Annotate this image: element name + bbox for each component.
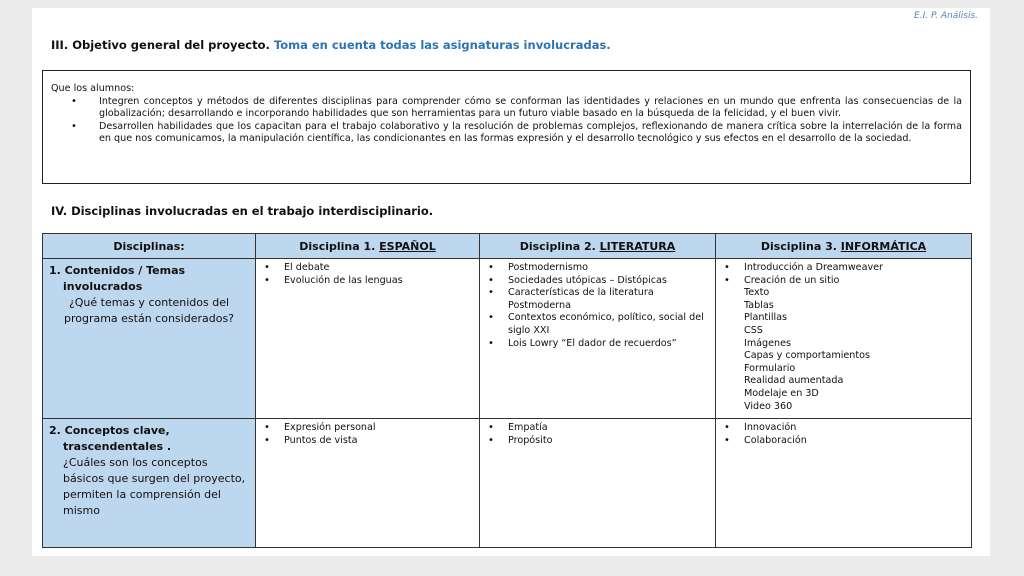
disciplines-heading: IV. Disciplinas involucradas en el trabajo interdisciplinario. [51,204,434,218]
table-header-row [43,234,972,259]
list-item: Texto [744,287,770,299]
list-item: • Contextos económico, político, social del siglo XXI [484,312,711,337]
list-item: • Expresión personal [260,422,475,435]
list-item: • Colaboración [720,435,967,448]
list-item: • Empatía [484,422,711,435]
objective-list [51,96,962,146]
header-espanol: Disciplina 1. ESPAÑOL [256,234,480,259]
header-code: E.I. P. Análisis. [914,11,978,21]
row1-question: ¿Qué temas y contenidos del programa están considerados? [63,296,235,325]
row2-title: 2. Conceptos clave, [49,424,170,437]
list-item: Realidad aumentada [744,375,844,387]
list-item: CSS [744,324,763,336]
objective-instruction: Toma en cuenta todas las asignaturas involucradas. [273,38,611,52]
header-informatica: Disciplina 3. INFORMÁTICA [716,234,972,259]
list-item: Video 360 [744,400,793,412]
list-item: • Innovación [720,422,967,435]
objective-title: III. Objetivo general del proyecto. [51,38,270,52]
list-item: • Puntos de vista [260,435,475,448]
list-item: • Postmodernismo [484,262,711,275]
row1-title: 1. Contenidos / Temas [49,264,186,277]
row1-informatica [716,259,972,419]
objective-heading [51,38,611,52]
row1-title-cont: involucrados [63,280,143,293]
objective-intro: Que los alumnos: [51,83,135,94]
row1-espanol [256,259,480,419]
list-item: • Introducción a Dreamweaver [720,262,967,275]
list-item: Capas y comportamientos [744,350,870,362]
list-item: Tablas [744,299,774,311]
table-row [43,419,972,548]
list-item: • Creación de un sitio [720,275,967,288]
row1-head [43,259,256,419]
row1-literatura [480,259,716,419]
list-item: • Propósito [484,435,711,448]
row2-literatura [480,419,716,548]
list-item: • Lois Lowry “El dador de recuerdos” [484,338,711,351]
disciplines-table [42,233,972,548]
list-item: Formulario [744,362,796,374]
list-item: Plantillas [744,312,788,324]
row2-title-cont: trascendentales . [63,440,172,453]
table-row [43,259,972,419]
list-item: • El debate [260,262,475,275]
list-item: Imágenes [744,337,792,349]
row2-espanol [256,419,480,548]
row2-informatica [716,419,972,548]
slide [32,8,990,556]
objective-box [42,70,971,184]
list-item: • Sociedades utópicas – Distópicas [484,275,711,288]
objective-bullet: • Integren conceptos y métodos de diferentes disciplinas para comprender cómo se conforman las identidades y relaciones en un mundo que enfrenta las consecuencias de la globalización; desarrollando e incorporando habilidades que son herramientas para un futuro viable basado en la búsqueda de la felicidad, y el buen vivir. [51,96,962,121]
list-item: • Evolución de las lenguas [260,275,475,288]
list-item: Modelaje en 3D [744,387,819,399]
list-item: • Características de la literatura Postmoderna [484,287,711,312]
informatica-sublist [720,287,967,413]
objective-bullet: • Desarrollen habilidades que los capacitan para el trabajo colaborativo y la resolución de problemas complejos, reflexionando de manera crítica sobre la interrelación de la forma en que nos comunicamos, la manipulación científica, las condicionantes en las formas expresión y el desarrollo tecnológico y sus efectos en el desarrollo de la sociedad. [51,121,962,146]
row2-head [43,419,256,548]
header-literatura: Disciplina 2. LITERATURA [480,234,716,259]
row2-question: ¿Cuáles son los conceptos básicos que surgen del proyecto, permiten la comprensión del mismo [63,456,246,517]
header-disciplinas: Disciplinas: [43,234,256,259]
